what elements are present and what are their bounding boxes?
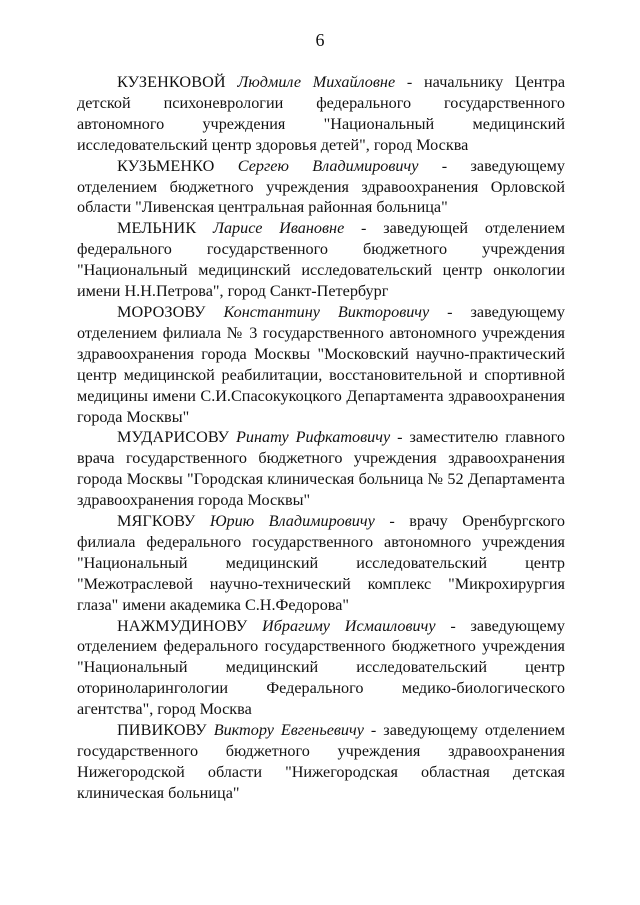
award-entry bbox=[77, 156, 565, 219]
recipient-position: - заведующему отделением филиала № 3 государственного автономного учреждения здравоохранения города Москвы "Московский научно-практический центр медицинской реабилитации, восстановительной и спортивной медицины имени С.И.Спасокукоцкого Департамента здравоохранения города Москвы" bbox=[77, 302, 566, 426]
award-entry bbox=[77, 302, 565, 427]
recipient-name: Сергею Владимировичу bbox=[237, 156, 419, 175]
page-number: 6 bbox=[315, 30, 325, 50]
award-entry bbox=[77, 616, 565, 721]
recipient-surname: МУДАРИСОВУ bbox=[117, 428, 230, 447]
recipient-surname: КУЗЕНКОВОЙ bbox=[117, 73, 226, 91]
award-entry bbox=[77, 427, 565, 511]
award-list bbox=[77, 72, 565, 804]
recipient-surname: ПИВИКОВУ bbox=[117, 721, 207, 740]
recipient-position: - заведующей отделением федерального государственного бюджетного учреждения "Национальный медицинский исследовательский центр онкологии имени Н.Н.Петрова", город Санкт-Петербург bbox=[77, 219, 565, 301]
recipient-name: Ринату Рифкатовичу bbox=[236, 428, 391, 447]
award-entry bbox=[77, 72, 565, 156]
recipient-position: - заведующему отделением государственного бюджетного учреждения здравоохранения Нижегородской области "Нижегородская областная детская клиническая больница" bbox=[77, 721, 565, 802]
recipient-name: Виктору Евгеньевичу bbox=[213, 721, 364, 740]
recipient-position: - врачу Оренбургского филиала федерального государственного автономного учреждения "Национальный медицинский исследовательский центр "Межотраслевой научно-технический комплекс "Микрохирургия глаза" имени академика С.Н.Федорова" bbox=[77, 512, 566, 614]
award-entry bbox=[77, 720, 565, 804]
award-entry bbox=[77, 218, 565, 302]
recipient-name: Людмиле Михайловне bbox=[237, 73, 396, 91]
recipient-name: Константину Викторовичу bbox=[223, 302, 430, 321]
recipient-position: - заведующему отделением бюджетного учреждения здравоохранения Орловской области "Ливенская центральная районная больница" bbox=[77, 156, 566, 217]
recipient-surname: МОРОЗОВУ bbox=[117, 302, 206, 321]
award-entry bbox=[77, 511, 565, 616]
recipient-name: Ларисе Ивановне bbox=[213, 219, 345, 238]
recipient-surname: МЯГКОВУ bbox=[117, 512, 196, 531]
recipient-position: - заместителю главного врача государственного бюджетного учреждения здравоохранения города Москвы "Городская клиническая больница № 52 Департамента здравоохранения города Москвы" bbox=[77, 428, 565, 510]
recipient-position: - заведующему отделением федерального государственного бюджетного учреждения "Национальный медицинский исследовательский центр оториноларингологии Федерального медико-биологического агентства", город Москва bbox=[77, 616, 566, 719]
recipient-surname: МЕЛЬНИК bbox=[117, 219, 197, 238]
recipient-surname: НАЖМУДИНОВУ bbox=[117, 616, 248, 635]
recipient-surname: КУЗЬМЕНКО bbox=[117, 156, 215, 175]
recipient-name: Ибрагиму Исмаиловичу bbox=[262, 616, 436, 635]
recipient-position: - начальнику Центра детской психоневрологии федерального государственного автономного учреждения "Национальный медицинский исследовательский центр здоровья детей", город Москва bbox=[77, 73, 566, 154]
recipient-name: Юрию Владимировичу bbox=[209, 512, 375, 531]
